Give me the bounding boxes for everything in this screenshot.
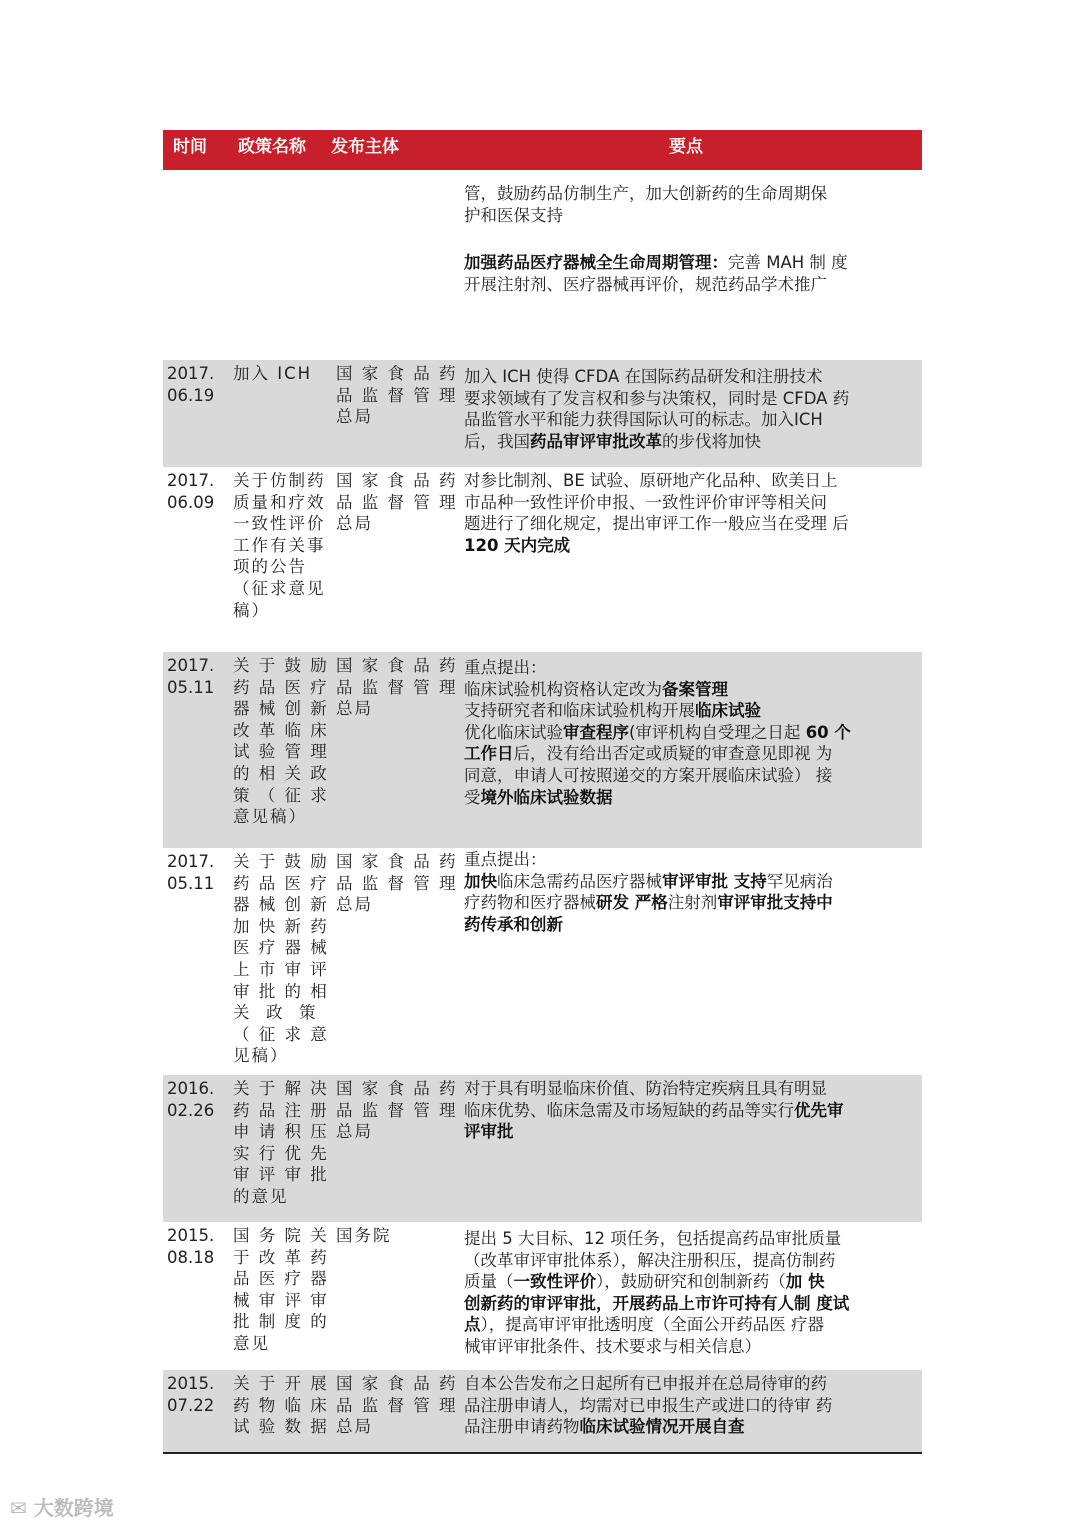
cell-line: 关 于 解 决 (233, 1079, 329, 1098)
cell-line: 关 于 鼓 励 (233, 852, 329, 871)
table-header (163, 130, 922, 170)
key-line (464, 1271, 849, 1293)
bold-text: 创新药的审评审批，开展药品上市许可持有人制 度试 (464, 1293, 850, 1313)
bold-text: 临床试验 (695, 701, 761, 721)
key-line (464, 1373, 832, 1395)
cell-line: （征求意见 (233, 578, 326, 598)
cell-line: 药 物 临 床 (233, 1395, 329, 1415)
key-line (464, 513, 849, 535)
bold-text: 60 个 (805, 722, 851, 742)
policy-name-cell (233, 363, 312, 385)
cell-line: 07.22 (167, 1395, 215, 1415)
issuer-cell (336, 851, 457, 916)
cell-line: 国 家 食 品 药 (336, 364, 458, 383)
key-line (464, 700, 851, 722)
cell-line: 药 品 医 疗 (233, 677, 329, 697)
key-line (464, 366, 849, 388)
key-line (464, 1100, 844, 1122)
cell-line: 总局 (336, 1417, 373, 1437)
key-line (464, 765, 851, 787)
cell-line: 审 批 的 相 (233, 981, 329, 1001)
key-line (464, 914, 833, 936)
bold-text: 境外临床试验数据 (480, 787, 613, 807)
cell-line: 05.11 (167, 677, 215, 697)
key-line (464, 535, 849, 557)
cell-line: 国 家 食 品 药 (336, 1079, 458, 1098)
issuer-cell (336, 470, 457, 535)
key-points-cell (464, 1228, 849, 1358)
cell-line: 08.18 (167, 1247, 215, 1267)
bold-text: 临床试验情况开展自查 (579, 1417, 745, 1437)
policy-name-cell (233, 655, 329, 828)
cell-line: 械 审 评 审 (233, 1290, 329, 1310)
issuer-cell (336, 1078, 457, 1143)
key-line (464, 1395, 832, 1417)
key-line (464, 871, 833, 893)
text: 加入 ICH 使得 CFDA 在国际药品研发和注册技术 (464, 367, 823, 386)
bold-text: 研发 严格 (596, 893, 668, 913)
cell-line: 医 疗 器 械 (233, 938, 329, 958)
table-row (163, 1370, 922, 1452)
cell-line: 意见 (233, 1333, 270, 1353)
cell-line: 药 品 注 册 (233, 1100, 329, 1120)
table-row (163, 652, 922, 848)
text: 护和医保支持 (464, 205, 563, 225)
cell-line: 加 快 新 药 (233, 916, 329, 936)
header-key-points: 要点 (669, 137, 703, 157)
cell-line: 品 监 督 管 理 (336, 1395, 458, 1415)
key-line (464, 787, 851, 809)
key-line (464, 388, 849, 410)
text: 要求领域有了发言权和参与决策权，同时是 CFDA 药 (464, 388, 850, 408)
bold-text: 工作日 (464, 744, 514, 764)
text: (审评机构自受理之日起 (629, 722, 806, 742)
text: 受 (464, 787, 481, 807)
header-issuer: 发布主体 (331, 137, 399, 157)
cell-line: 关于仿制药 (233, 471, 326, 490)
key-line (464, 1121, 844, 1143)
cell-line: 工作有关事 (233, 535, 326, 555)
text: 罕见病治 (766, 871, 833, 891)
cell-line: 品 监 督 管 理 (336, 1100, 458, 1120)
issuer-cell (336, 1225, 392, 1247)
issuer-cell (336, 363, 457, 428)
bold-text: 120 天内完成 (464, 535, 571, 555)
cell-line: 的 相 关 政 (233, 763, 329, 783)
watermark-logo: ✉ 大数跨境 (10, 1496, 114, 1520)
policy-name-cell (233, 1078, 329, 1208)
cell-line: 国 家 食 品 药 (336, 471, 458, 490)
cell-line: 品 监 督 管 理 (336, 873, 458, 893)
cell-line: 总局 (336, 895, 373, 915)
text: 支持研究者和临床试验机构开展 (464, 701, 695, 721)
key-line (464, 657, 851, 679)
text: ），鼓励研究和创制新药（ (596, 1272, 786, 1292)
bold-text: 点 (464, 1315, 481, 1335)
cell-line: 的意见 (233, 1186, 289, 1206)
cell-line: 加入 ICH (233, 364, 313, 383)
key-line (464, 1078, 844, 1100)
cell-line: 上 市 审 评 (233, 959, 329, 979)
header-policy-name: 政策名称 (238, 137, 306, 157)
text: 完善 MAH 制 度 (728, 253, 848, 273)
text: 后，没有给出否定或质疑的审查意见即视 为 (513, 744, 833, 764)
table-row (163, 170, 922, 360)
time-cell (167, 1078, 214, 1121)
text: 品监管水平和能力获得国际认可的标志。加入ICH (464, 410, 823, 430)
key-line (464, 743, 851, 765)
cell-line: 2017. (167, 852, 215, 871)
key-line (464, 470, 849, 492)
cell-line: 总局 (336, 1122, 373, 1142)
text: 注射剂 (667, 893, 718, 913)
cell-line: 02.26 (167, 1100, 215, 1120)
cell-line: 2016. (167, 1079, 215, 1098)
text: 开展注射剂、医疗器械再评价，规范药品学术推广 (464, 274, 827, 294)
text: 临床优势、临床急需及市场短缺的药品等实行 (464, 1100, 794, 1120)
key-line (464, 226, 848, 252)
cell-line: 总局 (336, 514, 373, 534)
key-points-cell (464, 1373, 832, 1438)
cell-line: 试 验 管 理 (233, 742, 329, 762)
cell-line: 申 请 积 压 (233, 1122, 329, 1142)
text: 的步伐将加快 (662, 431, 761, 451)
bold-text: 加强药品医疗器械全生命周期管理： (464, 253, 728, 273)
key-line (464, 205, 848, 227)
cell-line: 总局 (336, 699, 373, 719)
cell-line: 器 械 创 新 (233, 699, 329, 719)
key-line (464, 431, 849, 453)
text: （改革审评审批体系），解决注册积压，提高仿制药 (464, 1250, 836, 1270)
bold-text: 加快 (464, 871, 497, 891)
text: 重点提出： (464, 850, 547, 869)
text: 质量（ (464, 1272, 514, 1292)
text: 市品种一致性评价申报、一致性评价审评等相关问 (464, 492, 827, 512)
key-line (464, 722, 851, 744)
cell-line: 06.19 (167, 385, 215, 405)
table-row (163, 467, 922, 652)
text: 后，我国 (464, 431, 530, 451)
cell-line: 药 品 医 疗 (233, 873, 329, 893)
text: 提出 5 大目标、12 项任务，包括提高药品审批质量 (464, 1229, 842, 1248)
key-line (464, 252, 848, 274)
key-points-cell (464, 657, 851, 808)
key-points-cell (464, 1078, 844, 1143)
key-line (464, 492, 849, 514)
cell-line: 关 政 策 (233, 1003, 318, 1023)
cell-line: 国 家 食 品 药 (336, 852, 458, 871)
cell-line: 2015. (167, 1226, 215, 1245)
issuer-cell (336, 655, 457, 720)
time-cell (167, 1373, 214, 1416)
cell-line: 品 医 疗 器 (233, 1269, 329, 1289)
key-line (464, 1228, 849, 1250)
table-row (163, 360, 922, 467)
text: 临床试验机构资格认定改为 (464, 679, 662, 699)
policy-name-cell (233, 851, 329, 1067)
cell-line: 试 验 数 据 (233, 1417, 329, 1437)
cell-line: 品 监 督 管 理 (336, 492, 458, 512)
cell-line: 项的公告 (233, 557, 307, 577)
bold-text: 药品审评审批改革 (530, 431, 662, 451)
bold-text: 审评审批 支持 (662, 871, 767, 891)
time-cell (167, 851, 214, 894)
key-line (464, 1314, 849, 1336)
time-cell (167, 363, 214, 406)
text: 管，鼓励药品仿制生产，加大创新药的生命周期保 (464, 184, 827, 203)
table-row (163, 1075, 922, 1222)
bold-text: 评审批 (464, 1122, 514, 1142)
cell-line: 2017. (167, 364, 215, 383)
text: 同意，申请人可按照递交的方案开展临床试验） 接 (464, 765, 833, 785)
text: 自本公告发布之日起所有已申报并在总局待审的药 (464, 1374, 827, 1393)
key-line (464, 849, 833, 871)
cell-line: 关 于 开 展 (233, 1374, 329, 1393)
time-cell (167, 470, 214, 513)
cell-line: 总局 (336, 407, 373, 427)
text: 题进行了细化规定，提出审评工作一般应当在受理 后 (464, 514, 849, 534)
key-line (464, 1336, 849, 1358)
table-row (163, 1222, 922, 1370)
text: 优化临床试验 (464, 722, 563, 742)
text: 疗药物和医疗器械 (464, 893, 596, 913)
header-time: 时间 (173, 137, 207, 157)
policy-name-cell (233, 1373, 329, 1438)
text: 对参比制剂、BE 试验、原研地产化品种、欧美日上 (464, 471, 838, 490)
key-points-cell (464, 183, 848, 295)
key-line (464, 1250, 849, 1272)
key-line (464, 409, 849, 431)
bold-text: 优先审 (794, 1100, 844, 1120)
bold-text: 一致性评价 (513, 1272, 596, 1292)
cell-line: 品 监 督 管 理 (336, 385, 458, 405)
cell-line: 06.09 (167, 492, 215, 512)
cell-line: （ 征 求 意 (233, 1024, 329, 1044)
cell-line: 于 改 革 药 (233, 1247, 329, 1267)
text: 对于具有明显临床价值、防治特定疾病且具有明显 (464, 1079, 827, 1098)
watermark-text: 大数跨境 (33, 1496, 114, 1520)
cell-line: 稿） (233, 600, 270, 620)
bold-text: 审查程序 (563, 722, 629, 742)
table-bottom-rule (163, 1452, 922, 1454)
issuer-cell (336, 1373, 457, 1438)
key-line (464, 274, 848, 296)
cell-line: 关 于 鼓 励 (233, 656, 329, 675)
key-points-cell (464, 849, 833, 935)
cell-line: 国 家 食 品 药 (336, 1374, 458, 1393)
key-line (464, 1293, 849, 1315)
bold-text: 加 快 (785, 1272, 825, 1292)
text: ），提高审评审批透明度（全面公开药品医 疗器 (480, 1315, 824, 1335)
time-cell (167, 655, 214, 698)
key-line (464, 183, 848, 205)
cell-line: 实 行 优 先 (233, 1143, 329, 1163)
bold-text: 药传承和创新 (464, 914, 563, 934)
cell-line: 器 械 创 新 (233, 895, 329, 915)
cell-line: 品 监 督 管 理 (336, 677, 458, 697)
cell-line: 05.11 (167, 873, 215, 893)
policy-name-cell (233, 470, 326, 621)
cell-line: 国务院 (336, 1226, 392, 1245)
cell-line: 国 务 院 关 (233, 1226, 329, 1245)
key-line (464, 1416, 832, 1438)
key-points-cell (464, 470, 849, 556)
cell-line: 质量和疗效 (233, 492, 326, 512)
cell-line: 改 革 临 床 (233, 720, 329, 740)
bold-text: 备案管理 (662, 679, 728, 699)
cell-line: 审 评 审 批 (233, 1165, 329, 1185)
cell-line: 一致性评价 (233, 514, 326, 534)
text: 品注册申请药物 (464, 1417, 580, 1437)
cell-line: 2015. (167, 1374, 215, 1393)
text: 械审评审批条件、技术要求与相关信息） (464, 1336, 761, 1356)
cell-line: 2017. (167, 471, 215, 490)
cell-line: 意见稿） (233, 807, 307, 827)
key-points-cell (464, 366, 849, 452)
cell-line: 国 家 食 品 药 (336, 656, 458, 675)
key-line (464, 892, 833, 914)
cell-line: 见稿） (233, 1046, 289, 1066)
cell-line: 2017. (167, 656, 215, 675)
cell-line: 策 （ 征 求 (233, 785, 329, 805)
key-line (464, 679, 851, 701)
table-row (163, 848, 922, 1075)
text: 品注册申请人，均需对已申报生产或进口的待审 药 (464, 1395, 833, 1415)
policy-name-cell (233, 1225, 329, 1355)
cell-line: 批 制 度 的 (233, 1312, 329, 1332)
time-cell (167, 1225, 214, 1268)
bold-text: 审评审批支持中 (717, 893, 833, 913)
text: 重点提出： (464, 658, 547, 677)
text: 临床急需药品医疗器械 (497, 871, 662, 891)
